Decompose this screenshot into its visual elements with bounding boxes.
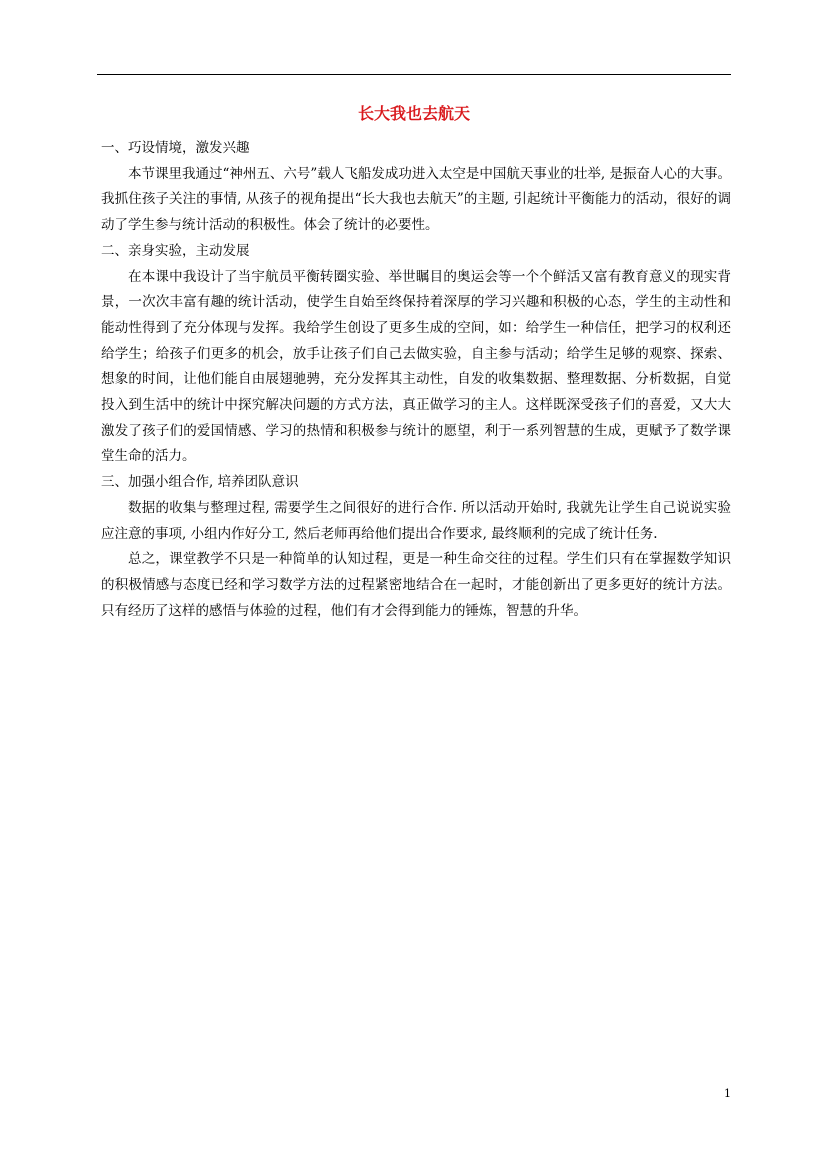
section-heading: 一、巧设情境，激发兴趣: [101, 140, 250, 156]
page-number: 1: [724, 1087, 731, 1100]
section-heading: 三、加强小组合作, 培养团队意识: [101, 474, 299, 491]
section-3: [101, 470, 731, 624]
document-body: [101, 136, 731, 624]
paragraph: 总之，课堂教学不只是一种简单的认知过程，更是一种生命交往的过程。学生们只有在掌握数学知识的积极情感与态度已经和学习数学方法的过程紧密地结合在一起时，才能创新出了更多更好的统计方法。只有经历了这样的感悟与体验的过程，他们有才会得到能力的锤炼，智慧的升华。: [101, 551, 731, 619]
header-rule: [97, 74, 731, 75]
paragraph: 数据的收集与整理过程, 需要学生之间很好的进行合作. 所以活动开始时, 我就先让学生自己说说实验应注意的事项, 小组内作好分工, 然后老师再给他们提出合作要求, 最终顺利的完成了统计任务.: [101, 499, 731, 542]
section-2: [101, 239, 731, 470]
paragraph: 在本课中我设计了当宇航员平衡转圈实验、举世瞩目的奥运会等一个个鲜活又富有教育意义的现实背景，一次次丰富有趣的统计活动，使学生自始至终保持着深厚的学习兴趣和积极的心态，学生的主动性和能动性得到了充分体现与发挥。我给学生创设了更多生成的空间，如：给学生一种信任，把学习的权利还给学生；给孩子们更多的机会，放手让孩子们自己去做实验，自主参与活动；给学生足够的观察、探索、想象的时间，让他们能自由展翅驰骋，充分发挥其主动性，自发的收集数据、整理数据、分析数据，自觉投入到生活中的统计中探究解决问题的方式方法，真正做学习的主人。这样既深受孩子们的喜爱，又大大激发了孩子们的爱国情感、学习的热情和积极参与统计的愿望，利于一系列智慧的生成，更赋予了数学课堂生命的活力。: [101, 268, 731, 465]
section-1: [101, 136, 731, 239]
paragraph: 本节课里我通过“神州五、六号”载人飞船发成功进入太空是中国航天事业的壮举, 是振奋人心的大事。我抓住孩子关注的事情, 从孩子的视角提出“长大我也去航天”的主题, 引起统计平衡能力的活动，很好的调动了学生参与统计活动的积极性。体会了统计的必要性。: [101, 165, 731, 234]
document-title: 长大我也去航天: [357, 104, 470, 123]
section-heading: 二、亲身实验，主动发展: [101, 242, 250, 259]
